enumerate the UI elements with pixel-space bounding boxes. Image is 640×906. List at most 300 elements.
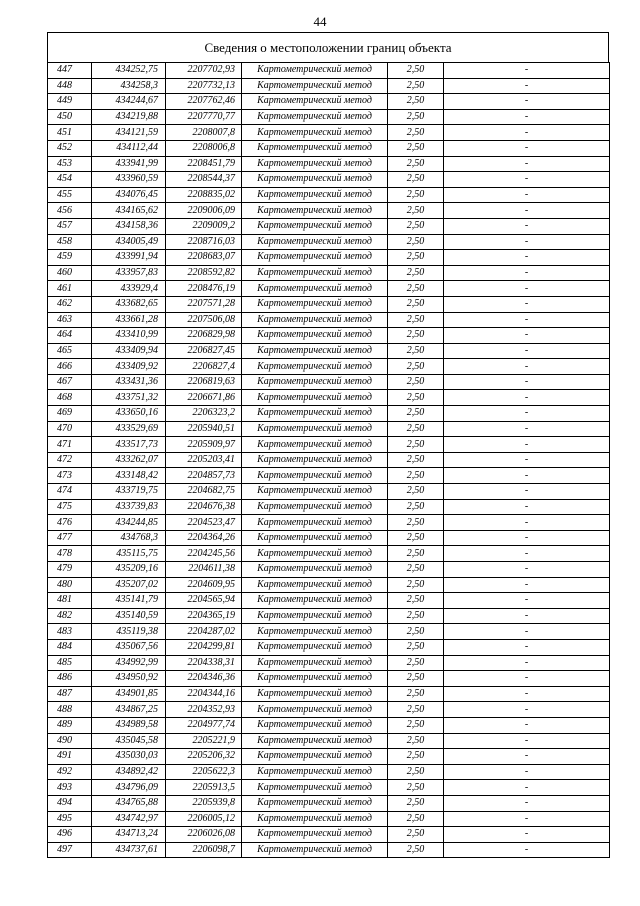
table-row <box>48 686 610 702</box>
description-cell: - <box>444 218 610 234</box>
y-coordinate-cell: 2206819,63 <box>166 374 242 390</box>
x-coordinate-cell: 433751,32 <box>92 390 166 406</box>
description-cell: - <box>444 125 610 141</box>
point-number-cell: 449 <box>48 94 92 110</box>
point-number-cell: 483 <box>48 624 92 640</box>
table-row <box>48 639 610 655</box>
table-row <box>48 655 610 671</box>
point-number-cell: 453 <box>48 156 92 172</box>
method-cell: Картометрический метод <box>242 109 388 125</box>
y-coordinate-cell: 2208476,19 <box>166 281 242 297</box>
y-coordinate-cell: 2206827,45 <box>166 343 242 359</box>
table-row <box>48 468 610 484</box>
x-coordinate-cell: 434765,88 <box>92 795 166 811</box>
description-cell: - <box>444 702 610 718</box>
table-row <box>48 827 610 843</box>
table-row <box>48 764 610 780</box>
description-cell: - <box>444 468 610 484</box>
description-cell: - <box>444 671 610 687</box>
point-number-cell: 456 <box>48 203 92 219</box>
y-coordinate-cell: 2209006,09 <box>166 203 242 219</box>
description-cell: - <box>444 717 610 733</box>
method-cell: Картометрический метод <box>242 795 388 811</box>
table-row <box>48 577 610 593</box>
method-cell: Картометрический метод <box>242 437 388 453</box>
point-number-cell: 468 <box>48 390 92 406</box>
table-row <box>48 63 610 79</box>
description-cell: - <box>444 140 610 156</box>
point-number-cell: 475 <box>48 499 92 515</box>
table-row <box>48 250 610 266</box>
accuracy-cell: 2,50 <box>388 359 444 375</box>
y-coordinate-cell: 2204346,36 <box>166 671 242 687</box>
x-coordinate-cell: 434112,44 <box>92 140 166 156</box>
method-cell: Картометрический метод <box>242 499 388 515</box>
accuracy-cell: 2,50 <box>388 639 444 655</box>
y-coordinate-cell: 2204365,19 <box>166 608 242 624</box>
y-coordinate-cell: 2205221,9 <box>166 733 242 749</box>
x-coordinate-cell: 433960,59 <box>92 172 166 188</box>
method-cell: Картометрический метод <box>242 359 388 375</box>
x-coordinate-cell: 433409,94 <box>92 343 166 359</box>
method-cell: Картометрический метод <box>242 312 388 328</box>
description-cell: - <box>444 359 610 375</box>
x-coordinate-cell: 434742,97 <box>92 811 166 827</box>
accuracy-cell: 2,50 <box>388 109 444 125</box>
accuracy-cell: 2,50 <box>388 140 444 156</box>
description-cell: - <box>444 94 610 110</box>
table-row <box>48 593 610 609</box>
y-coordinate-cell: 2206098,7 <box>166 842 242 858</box>
point-number-cell: 471 <box>48 437 92 453</box>
point-number-cell: 497 <box>48 842 92 858</box>
x-coordinate-cell: 433661,28 <box>92 312 166 328</box>
point-number-cell: 478 <box>48 546 92 562</box>
table-row <box>48 94 610 110</box>
accuracy-cell: 2,50 <box>388 842 444 858</box>
accuracy-cell: 2,50 <box>388 624 444 640</box>
table-row <box>48 359 610 375</box>
accuracy-cell: 2,50 <box>388 749 444 765</box>
x-coordinate-cell: 433517,73 <box>92 437 166 453</box>
accuracy-cell: 2,50 <box>388 655 444 671</box>
point-number-cell: 451 <box>48 125 92 141</box>
accuracy-cell: 2,50 <box>388 374 444 390</box>
description-cell: - <box>444 733 610 749</box>
y-coordinate-cell: 2204299,81 <box>166 639 242 655</box>
table-row <box>48 733 610 749</box>
y-coordinate-cell: 2204364,26 <box>166 530 242 546</box>
description-cell: - <box>444 608 610 624</box>
table-row <box>48 156 610 172</box>
x-coordinate-cell: 434252,75 <box>92 63 166 79</box>
point-number-cell: 490 <box>48 733 92 749</box>
y-coordinate-cell: 2205913,5 <box>166 780 242 796</box>
method-cell: Картометрический метод <box>242 281 388 297</box>
description-cell: - <box>444 328 610 344</box>
accuracy-cell: 2,50 <box>388 296 444 312</box>
point-number-cell: 472 <box>48 452 92 468</box>
x-coordinate-cell: 435119,38 <box>92 624 166 640</box>
table-row <box>48 530 610 546</box>
description-cell: - <box>444 390 610 406</box>
method-cell: Картометрический метод <box>242 608 388 624</box>
accuracy-cell: 2,50 <box>388 187 444 203</box>
accuracy-cell: 2,50 <box>388 733 444 749</box>
x-coordinate-cell: 434005,49 <box>92 234 166 250</box>
point-number-cell: 481 <box>48 593 92 609</box>
x-coordinate-cell: 434737,61 <box>92 842 166 858</box>
point-number-cell: 458 <box>48 234 92 250</box>
y-coordinate-cell: 2205622,3 <box>166 764 242 780</box>
table-row <box>48 203 610 219</box>
x-coordinate-cell: 433682,65 <box>92 296 166 312</box>
accuracy-cell: 2,50 <box>388 717 444 733</box>
point-number-cell: 486 <box>48 671 92 687</box>
x-coordinate-cell: 433148,42 <box>92 468 166 484</box>
y-coordinate-cell: 2206827,4 <box>166 359 242 375</box>
table-row <box>48 717 610 733</box>
y-coordinate-cell: 2204352,93 <box>166 702 242 718</box>
accuracy-cell: 2,50 <box>388 686 444 702</box>
description-cell: - <box>444 624 610 640</box>
table-row <box>48 234 610 250</box>
point-number-cell: 487 <box>48 686 92 702</box>
table-row <box>48 608 610 624</box>
point-number-cell: 455 <box>48 187 92 203</box>
description-cell: - <box>444 795 610 811</box>
accuracy-cell: 2,50 <box>388 515 444 531</box>
table-row <box>48 328 610 344</box>
table-row <box>48 172 610 188</box>
accuracy-cell: 2,50 <box>388 811 444 827</box>
x-coordinate-cell: 434768,3 <box>92 530 166 546</box>
point-number-cell: 457 <box>48 218 92 234</box>
description-cell: - <box>444 234 610 250</box>
table-row <box>48 109 610 125</box>
x-coordinate-cell: 434892,42 <box>92 764 166 780</box>
accuracy-cell: 2,50 <box>388 265 444 281</box>
method-cell: Картометрический метод <box>242 827 388 843</box>
method-cell: Картометрический метод <box>242 187 388 203</box>
x-coordinate-cell: 433529,69 <box>92 421 166 437</box>
method-cell: Картометрический метод <box>242 624 388 640</box>
accuracy-cell: 2,50 <box>388 78 444 94</box>
accuracy-cell: 2,50 <box>388 546 444 562</box>
boundary-points-table <box>47 62 610 858</box>
description-cell: - <box>444 827 610 843</box>
x-coordinate-cell: 434165,62 <box>92 203 166 219</box>
description-cell: - <box>444 530 610 546</box>
method-cell: Картометрический метод <box>242 717 388 733</box>
x-coordinate-cell: 433739,83 <box>92 499 166 515</box>
table-row <box>48 702 610 718</box>
point-number-cell: 462 <box>48 296 92 312</box>
y-coordinate-cell: 2208683,07 <box>166 250 242 266</box>
x-coordinate-cell: 433431,36 <box>92 374 166 390</box>
y-coordinate-cell: 2204609,95 <box>166 577 242 593</box>
method-cell: Картометрический метод <box>242 686 388 702</box>
description-cell: - <box>444 546 610 562</box>
point-number-cell: 454 <box>48 172 92 188</box>
x-coordinate-cell: 434796,09 <box>92 780 166 796</box>
description-cell: - <box>444 842 610 858</box>
description-cell: - <box>444 811 610 827</box>
table-title: Сведения о местоположении границ объекта <box>204 40 452 55</box>
point-number-cell: 476 <box>48 515 92 531</box>
method-cell: Картометрический метод <box>242 546 388 562</box>
y-coordinate-cell: 2207762,46 <box>166 94 242 110</box>
method-cell: Картометрический метод <box>242 234 388 250</box>
accuracy-cell: 2,50 <box>388 312 444 328</box>
y-coordinate-cell: 2207732,13 <box>166 78 242 94</box>
accuracy-cell: 2,50 <box>388 780 444 796</box>
table-row <box>48 437 610 453</box>
point-number-cell: 482 <box>48 608 92 624</box>
method-cell: Картометрический метод <box>242 733 388 749</box>
method-cell: Картометрический метод <box>242 63 388 79</box>
y-coordinate-cell: 2206026,08 <box>166 827 242 843</box>
x-coordinate-cell: 435140,59 <box>92 608 166 624</box>
point-number-cell: 459 <box>48 250 92 266</box>
method-cell: Картометрический метод <box>242 562 388 578</box>
x-coordinate-cell: 433650,16 <box>92 406 166 422</box>
x-coordinate-cell: 435115,75 <box>92 546 166 562</box>
y-coordinate-cell: 2204611,38 <box>166 562 242 578</box>
y-coordinate-cell: 2204676,38 <box>166 499 242 515</box>
description-cell: - <box>444 63 610 79</box>
y-coordinate-cell: 2206671,86 <box>166 390 242 406</box>
x-coordinate-cell: 435045,58 <box>92 733 166 749</box>
y-coordinate-cell: 2204245,56 <box>166 546 242 562</box>
table-row <box>48 811 610 827</box>
description-cell: - <box>444 764 610 780</box>
description-cell: - <box>444 296 610 312</box>
point-number-cell: 491 <box>48 749 92 765</box>
method-cell: Картометрический метод <box>242 156 388 172</box>
method-cell: Картометрический метод <box>242 78 388 94</box>
point-number-cell: 470 <box>48 421 92 437</box>
method-cell: Картометрический метод <box>242 780 388 796</box>
description-cell: - <box>444 187 610 203</box>
table-row <box>48 218 610 234</box>
y-coordinate-cell: 2205203,41 <box>166 452 242 468</box>
y-coordinate-cell: 2208592,82 <box>166 265 242 281</box>
y-coordinate-cell: 2208006,8 <box>166 140 242 156</box>
x-coordinate-cell: 433410,99 <box>92 328 166 344</box>
point-number-cell: 467 <box>48 374 92 390</box>
accuracy-cell: 2,50 <box>388 562 444 578</box>
point-number-cell: 452 <box>48 140 92 156</box>
x-coordinate-cell: 433262,07 <box>92 452 166 468</box>
point-number-cell: 493 <box>48 780 92 796</box>
point-number-cell: 492 <box>48 764 92 780</box>
description-cell: - <box>444 452 610 468</box>
description-cell: - <box>444 78 610 94</box>
point-number-cell: 448 <box>48 78 92 94</box>
y-coordinate-cell: 2208451,79 <box>166 156 242 172</box>
accuracy-cell: 2,50 <box>388 593 444 609</box>
y-coordinate-cell: 2204857,73 <box>166 468 242 484</box>
description-cell: - <box>444 515 610 531</box>
accuracy-cell: 2,50 <box>388 281 444 297</box>
point-number-cell: 489 <box>48 717 92 733</box>
x-coordinate-cell: 433957,83 <box>92 265 166 281</box>
accuracy-cell: 2,50 <box>388 827 444 843</box>
description-cell: - <box>444 639 610 655</box>
table-row <box>48 624 610 640</box>
table-row <box>48 546 610 562</box>
description-cell: - <box>444 281 610 297</box>
y-coordinate-cell: 2207571,28 <box>166 296 242 312</box>
point-number-cell: 484 <box>48 639 92 655</box>
accuracy-cell: 2,50 <box>388 250 444 266</box>
description-cell: - <box>444 203 610 219</box>
x-coordinate-cell: 434989,58 <box>92 717 166 733</box>
accuracy-cell: 2,50 <box>388 406 444 422</box>
y-coordinate-cell: 2204287,02 <box>166 624 242 640</box>
table-row <box>48 842 610 858</box>
table-row <box>48 312 610 328</box>
method-cell: Картометрический метод <box>242 203 388 219</box>
y-coordinate-cell: 2208544,37 <box>166 172 242 188</box>
y-coordinate-cell: 2206829,98 <box>166 328 242 344</box>
point-number-cell: 460 <box>48 265 92 281</box>
method-cell: Картометрический метод <box>242 811 388 827</box>
table-row <box>48 515 610 531</box>
point-number-cell: 465 <box>48 343 92 359</box>
method-cell: Картометрический метод <box>242 390 388 406</box>
y-coordinate-cell: 2204338,31 <box>166 655 242 671</box>
x-coordinate-cell: 434258,3 <box>92 78 166 94</box>
table-row <box>48 795 610 811</box>
accuracy-cell: 2,50 <box>388 468 444 484</box>
point-number-cell: 477 <box>48 530 92 546</box>
x-coordinate-cell: 435209,16 <box>92 562 166 578</box>
method-cell: Картометрический метод <box>242 296 388 312</box>
y-coordinate-cell: 2207702,93 <box>166 63 242 79</box>
x-coordinate-cell: 434867,25 <box>92 702 166 718</box>
description-cell: - <box>444 109 610 125</box>
accuracy-cell: 2,50 <box>388 530 444 546</box>
table-row <box>48 187 610 203</box>
table-row <box>48 484 610 500</box>
description-cell: - <box>444 655 610 671</box>
table-row <box>48 452 610 468</box>
point-number-cell: 494 <box>48 795 92 811</box>
table-row <box>48 281 610 297</box>
description-cell: - <box>444 484 610 500</box>
y-coordinate-cell: 2206005,12 <box>166 811 242 827</box>
x-coordinate-cell: 434950,92 <box>92 671 166 687</box>
point-number-cell: 466 <box>48 359 92 375</box>
table-row <box>48 562 610 578</box>
point-number-cell: 474 <box>48 484 92 500</box>
description-cell: - <box>444 686 610 702</box>
accuracy-cell: 2,50 <box>388 671 444 687</box>
x-coordinate-cell: 435207,02 <box>92 577 166 593</box>
x-coordinate-cell: 433719,75 <box>92 484 166 500</box>
point-number-cell: 479 <box>48 562 92 578</box>
accuracy-cell: 2,50 <box>388 218 444 234</box>
method-cell: Картометрический метод <box>242 484 388 500</box>
y-coordinate-cell: 2206323,2 <box>166 406 242 422</box>
x-coordinate-cell: 433991,94 <box>92 250 166 266</box>
description-cell: - <box>444 749 610 765</box>
accuracy-cell: 2,50 <box>388 484 444 500</box>
method-cell: Картометрический метод <box>242 749 388 765</box>
method-cell: Картометрический метод <box>242 530 388 546</box>
point-number-cell: 461 <box>48 281 92 297</box>
description-cell: - <box>444 265 610 281</box>
method-cell: Картометрический метод <box>242 218 388 234</box>
description-cell: - <box>444 421 610 437</box>
description-cell: - <box>444 437 610 453</box>
table-row <box>48 343 610 359</box>
method-cell: Картометрический метод <box>242 764 388 780</box>
y-coordinate-cell: 2204523,47 <box>166 515 242 531</box>
y-coordinate-cell: 2205940,51 <box>166 421 242 437</box>
method-cell: Картометрический метод <box>242 655 388 671</box>
description-cell: - <box>444 577 610 593</box>
page-number: 44 <box>313 14 327 29</box>
method-cell: Картометрический метод <box>242 421 388 437</box>
method-cell: Картометрический метод <box>242 406 388 422</box>
table-row <box>48 749 610 765</box>
x-coordinate-cell: 434076,45 <box>92 187 166 203</box>
point-number-cell: 495 <box>48 811 92 827</box>
x-coordinate-cell: 434244,85 <box>92 515 166 531</box>
accuracy-cell: 2,50 <box>388 203 444 219</box>
x-coordinate-cell: 434219,88 <box>92 109 166 125</box>
method-cell: Картометрический метод <box>242 452 388 468</box>
table-row <box>48 296 610 312</box>
accuracy-cell: 2,50 <box>388 437 444 453</box>
method-cell: Картометрический метод <box>242 515 388 531</box>
point-number-cell: 485 <box>48 655 92 671</box>
y-coordinate-cell: 2208835,02 <box>166 187 242 203</box>
method-cell: Картометрический метод <box>242 140 388 156</box>
y-coordinate-cell: 2204977,74 <box>166 717 242 733</box>
table-row <box>48 671 610 687</box>
method-cell: Картометрический метод <box>242 265 388 281</box>
accuracy-cell: 2,50 <box>388 390 444 406</box>
method-cell: Картометрический метод <box>242 671 388 687</box>
point-number-cell: 496 <box>48 827 92 843</box>
accuracy-cell: 2,50 <box>388 499 444 515</box>
description-cell: - <box>444 156 610 172</box>
x-coordinate-cell: 433409,92 <box>92 359 166 375</box>
y-coordinate-cell: 2205909,97 <box>166 437 242 453</box>
y-coordinate-cell: 2205939,8 <box>166 795 242 811</box>
method-cell: Картометрический метод <box>242 702 388 718</box>
description-cell: - <box>444 406 610 422</box>
x-coordinate-cell: 434158,36 <box>92 218 166 234</box>
description-cell: - <box>444 562 610 578</box>
accuracy-cell: 2,50 <box>388 764 444 780</box>
x-coordinate-cell: 434121,59 <box>92 125 166 141</box>
point-number-cell: 463 <box>48 312 92 328</box>
point-number-cell: 473 <box>48 468 92 484</box>
description-cell: - <box>444 499 610 515</box>
method-cell: Картометрический метод <box>242 577 388 593</box>
y-coordinate-cell: 2208007,8 <box>166 125 242 141</box>
table-row <box>48 140 610 156</box>
accuracy-cell: 2,50 <box>388 795 444 811</box>
accuracy-cell: 2,50 <box>388 156 444 172</box>
table-row <box>48 406 610 422</box>
method-cell: Картометрический метод <box>242 468 388 484</box>
